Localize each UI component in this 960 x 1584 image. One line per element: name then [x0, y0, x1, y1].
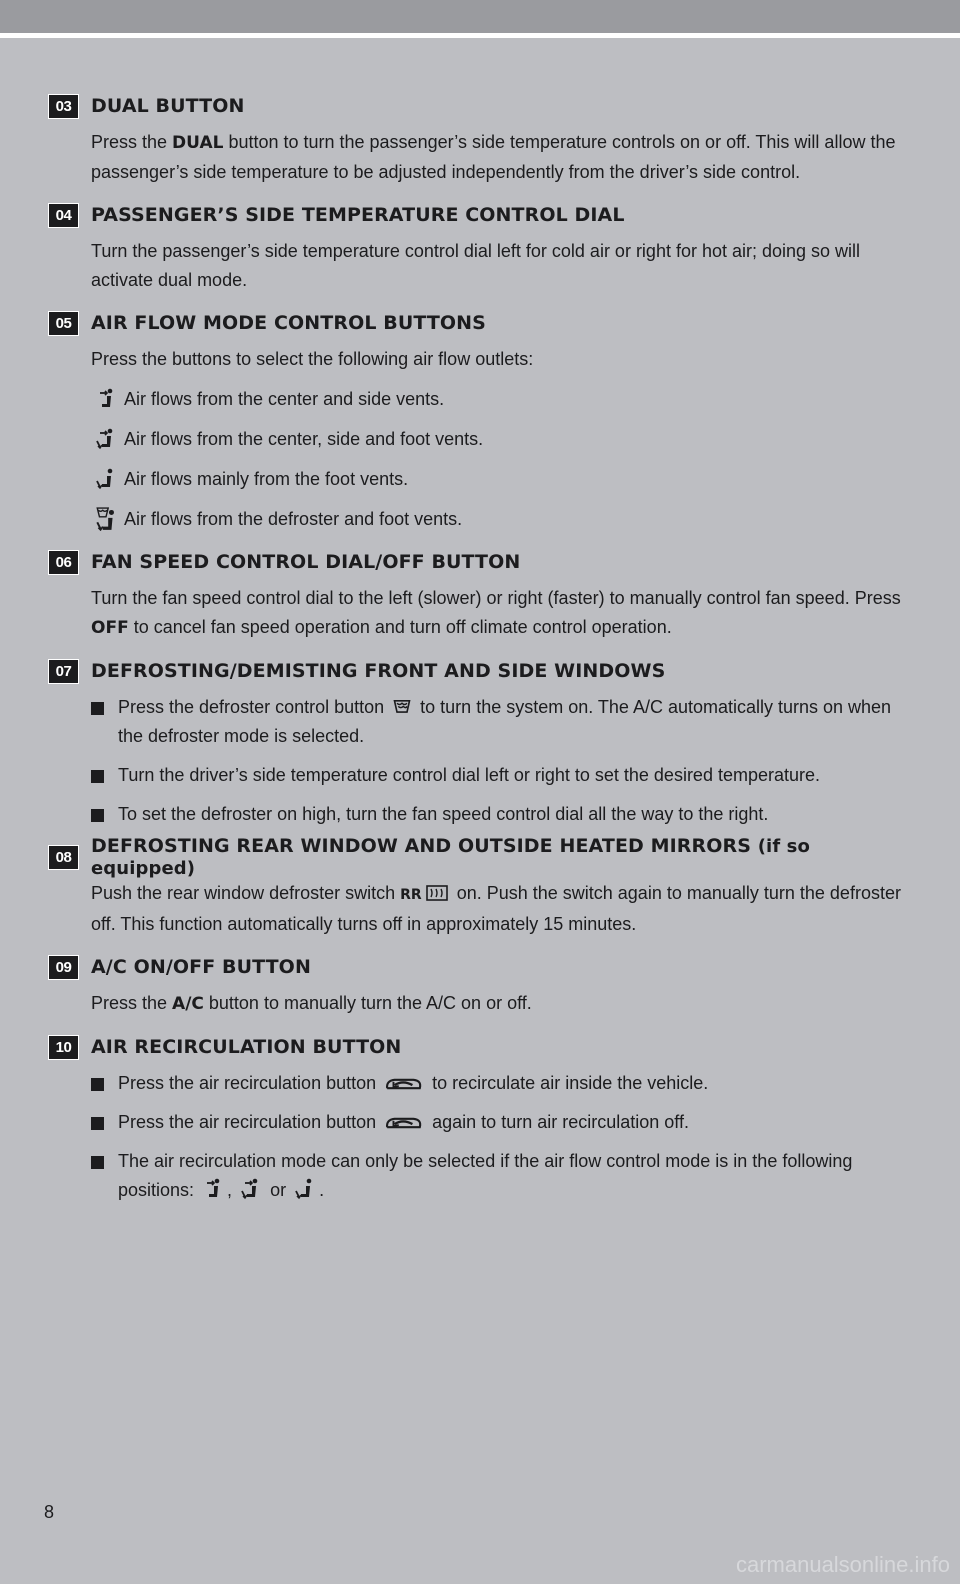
bullet-text	[118, 1108, 689, 1137]
section-number: 04	[48, 203, 79, 228]
section-dual-button	[48, 92, 918, 187]
text: or	[265, 1180, 292, 1200]
text: Push the rear window defroster switch	[91, 883, 401, 903]
bullet-item	[91, 1069, 918, 1098]
mode-text: Air flows from the center, side and foot vents.	[124, 428, 484, 449]
defroster-icon	[392, 697, 412, 717]
bullet-square	[91, 809, 104, 822]
section-title: AIR RECIRCULATION BUTTON	[91, 1036, 402, 1058]
section-heading	[48, 309, 918, 337]
section-text	[91, 584, 918, 643]
vent-defrost-foot-icon	[91, 507, 121, 531]
section-title: PASSENGER’S SIDE TEMPERATURE CONTROL DIAL	[91, 204, 625, 226]
section-number: 05	[48, 311, 79, 336]
section-text: Press the buttons to select the following air flow outlets:	[91, 349, 534, 369]
text: to cancel fan speed operation and turn off climate control operation.	[128, 617, 672, 637]
bullet-square	[91, 770, 104, 783]
title-main: DEFROSTING REAR WINDOW AND OUTSIDE HEATED MIRRORS	[91, 835, 758, 857]
vent-face-icon	[202, 1178, 224, 1200]
section-fan-speed	[48, 548, 918, 643]
mode-text: Air flows from the defroster and foot vents.	[124, 508, 463, 529]
air-flow-mode-item	[91, 504, 918, 534]
section-heading	[48, 953, 918, 981]
section-number: 07	[48, 659, 79, 684]
section-text: Turn the passenger’s side temperature control dial left for cold air or right for hot air; doing so will activate dual mode.	[91, 241, 861, 290]
recirculation-icon	[384, 1114, 424, 1132]
section-title: AIR FLOW MODE CONTROL BUTTONS	[91, 312, 486, 334]
text: .	[319, 1180, 325, 1200]
text: Press the air recirculation button	[118, 1073, 382, 1093]
text: button to turn the passenger’s side temperature controls on or off. This will allow the passenger’s side temperature to be adjusted independently from the driver’s side control.	[91, 132, 896, 182]
bullet-text	[118, 1147, 918, 1205]
bullet-text: To set the defroster on high, turn the fan speed control dial all the way to the right.	[118, 804, 769, 824]
bold-term: A/C	[172, 994, 204, 1014]
bullet-square	[91, 1117, 104, 1130]
mode-text: Air flows mainly from the foot vents.	[124, 468, 409, 489]
section-number: 06	[48, 550, 79, 575]
section-title: FAN SPEED CONTROL DIAL/OFF BUTTON	[91, 551, 521, 573]
text: The air recirculation mode can only be selected if the air flow control mode is in the following positions:	[118, 1151, 853, 1200]
section-title: DEFROSTING/DEMISTING FRONT AND SIDE WINDOWS	[91, 660, 666, 682]
text: on. Push the switch again to manually turn the defroster off. This function automatically turns off in approximately 15 minutes.	[91, 883, 901, 934]
text: Press the	[91, 132, 173, 152]
rr-label: RR	[400, 887, 422, 903]
text: to recirculate air inside the vehicle.	[427, 1073, 709, 1093]
section-heading	[48, 201, 918, 229]
section-ac-button	[48, 953, 918, 1019]
title-parenthetical: (if so equipped)	[91, 836, 810, 879]
section-title: DUAL BUTTON	[91, 95, 245, 117]
section-heading	[48, 835, 918, 879]
text: button to manually turn the A/C on or off.	[203, 993, 532, 1013]
page-content	[48, 92, 918, 1219]
mode-text: Air flows from the center and side vents.	[124, 388, 445, 409]
section-number: 10	[48, 1035, 79, 1060]
page-number: 8	[44, 1502, 55, 1522]
bullet-square	[91, 1156, 104, 1169]
top-rule	[0, 33, 960, 38]
section-heading	[48, 548, 918, 576]
section-title: A/C ON/OFF BUTTON	[91, 956, 311, 978]
bullet-item	[91, 1147, 918, 1205]
section-text	[91, 989, 918, 1019]
section-defrost-front	[48, 657, 918, 829]
bullet-item	[91, 761, 918, 790]
section-title	[91, 835, 918, 879]
section-heading	[48, 92, 918, 120]
section-defrost-rear	[48, 835, 918, 939]
watermark: carmanualsonline.info	[735, 1552, 950, 1577]
text: to turn the system on. The A/C automatically turns on when the defroster mode is selected.	[118, 697, 892, 746]
bullet-item	[91, 800, 918, 829]
section-number: 08	[48, 845, 79, 870]
air-flow-mode-item	[91, 384, 918, 414]
text: Press the	[91, 993, 173, 1013]
text: ,	[227, 1180, 238, 1200]
bullet-item	[91, 1108, 918, 1137]
section-heading	[48, 1033, 918, 1061]
bullet-text	[118, 1069, 708, 1098]
bullet-square	[91, 1078, 104, 1091]
vent-foot-icon	[91, 468, 121, 490]
bullet-text	[118, 693, 918, 751]
bold-term: OFF	[91, 618, 129, 638]
section-number: 03	[48, 94, 79, 119]
bold-term: DUAL	[172, 133, 224, 153]
vent-face-foot-icon	[240, 1178, 262, 1200]
air-flow-mode-item	[91, 464, 918, 494]
section-air-recirculation	[48, 1033, 918, 1205]
bullet-square	[91, 702, 104, 715]
section-heading	[48, 657, 918, 685]
top-band	[0, 0, 960, 33]
text: again to turn air recirculation off.	[427, 1112, 689, 1132]
bullet-text: Turn the driver’s side temperature control dial left or right to set the desired temperature.	[118, 765, 821, 785]
section-number: 09	[48, 955, 79, 980]
text: Press the air recirculation button	[118, 1112, 382, 1132]
vent-foot-icon	[294, 1178, 316, 1200]
vent-face-foot-icon	[91, 428, 121, 450]
rear-defroster-icon	[425, 883, 449, 903]
text: Turn the fan speed control dial to the left (slower) or right (faster) to manually control fan speed. Press	[91, 588, 901, 608]
vent-face-icon	[91, 388, 121, 410]
section-text	[91, 128, 918, 187]
air-flow-mode-item	[91, 424, 918, 454]
recirculation-icon	[384, 1075, 424, 1093]
section-text	[91, 879, 918, 939]
section-passenger-temp-dial	[48, 201, 918, 295]
text: Press the defroster control button	[118, 697, 390, 717]
bullet-item	[91, 693, 918, 751]
section-air-flow-mode	[48, 309, 918, 534]
